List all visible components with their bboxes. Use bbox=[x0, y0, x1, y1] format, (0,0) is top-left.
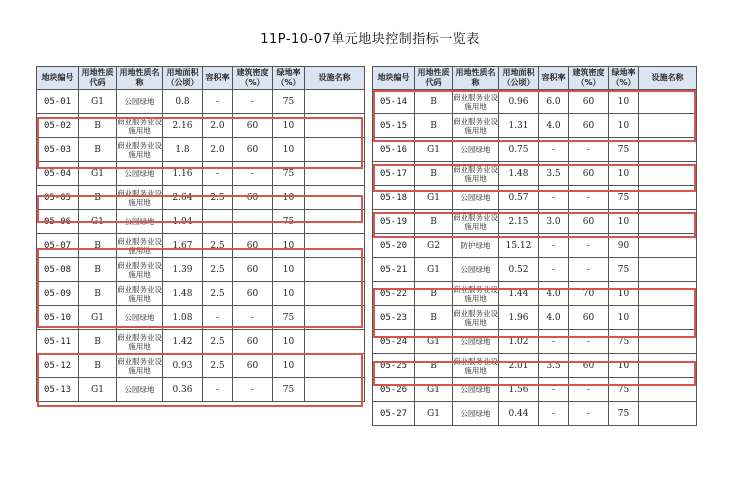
table-cell: - bbox=[203, 90, 233, 114]
table-cell: 商业服务业设施用地 bbox=[453, 162, 499, 186]
table-cell: - bbox=[203, 210, 233, 234]
page-title: 11P-10-07单元地块控制指标一览表 bbox=[260, 32, 480, 47]
table-cell: 公园绿地 bbox=[453, 138, 499, 162]
table-cell: 10 bbox=[609, 114, 639, 138]
table-cell: 1.42 bbox=[163, 330, 203, 354]
table-cell: 10 bbox=[609, 210, 639, 234]
table-cell: 10 bbox=[609, 90, 639, 114]
table-cell: 05-18 bbox=[373, 186, 415, 210]
table-cell: 60 bbox=[233, 114, 273, 138]
table-cell bbox=[305, 186, 365, 210]
table-cell: 05-03 bbox=[37, 138, 79, 162]
table-cell: 2.5 bbox=[203, 186, 233, 210]
table-cell: 商业服务业设施用地 bbox=[453, 306, 499, 330]
table-cell bbox=[639, 306, 697, 330]
table-cell: - bbox=[233, 378, 273, 402]
table-header-row bbox=[373, 67, 697, 90]
column-header: 用地性质代码 bbox=[415, 67, 453, 90]
table-cell: - bbox=[539, 402, 569, 426]
table-cell: - bbox=[233, 162, 273, 186]
table-cell: 6.0 bbox=[539, 90, 569, 114]
table-row bbox=[373, 162, 697, 186]
table-cell: 10 bbox=[609, 162, 639, 186]
table-cell: 75 bbox=[273, 162, 305, 186]
table-row bbox=[37, 162, 365, 186]
table-cell bbox=[639, 162, 697, 186]
table-cell bbox=[305, 354, 365, 378]
table-cell: 05-21 bbox=[373, 258, 415, 282]
table-cell: - bbox=[539, 186, 569, 210]
table-cell: - bbox=[539, 234, 569, 258]
table-cell: 0.44 bbox=[499, 402, 539, 426]
table-cell: 2.5 bbox=[203, 258, 233, 282]
table-cell: 15.12 bbox=[499, 234, 539, 258]
table-cell: 75 bbox=[609, 258, 639, 282]
table-cell bbox=[639, 114, 697, 138]
table-cell: 60 bbox=[233, 138, 273, 162]
table-cell: - bbox=[539, 378, 569, 402]
table-cell: 0.36 bbox=[163, 378, 203, 402]
table-cell: 60 bbox=[569, 90, 609, 114]
table-cell: 商业服务业设施用地 bbox=[453, 354, 499, 378]
table-cell: 75 bbox=[273, 210, 305, 234]
table-cell: 2.5 bbox=[203, 354, 233, 378]
table-row bbox=[37, 354, 365, 378]
table-row bbox=[37, 282, 365, 306]
table-cell: 1.67 bbox=[163, 234, 203, 258]
table-cell: 公园绿地 bbox=[117, 90, 163, 114]
table-cell: G1 bbox=[415, 186, 453, 210]
table-row bbox=[37, 186, 365, 210]
table-cell: 70 bbox=[569, 282, 609, 306]
table-cell: B bbox=[79, 282, 117, 306]
left-indicator-table bbox=[36, 66, 365, 402]
table-cell: - bbox=[569, 258, 609, 282]
table-cell bbox=[639, 186, 697, 210]
table-cell: - bbox=[569, 330, 609, 354]
table-cell: 1.8 bbox=[163, 138, 203, 162]
table-cell: 1.48 bbox=[499, 162, 539, 186]
table-row bbox=[373, 330, 697, 354]
table-cell: 0.52 bbox=[499, 258, 539, 282]
table-row bbox=[37, 234, 365, 258]
table-cell: 0.96 bbox=[499, 90, 539, 114]
table-header-row bbox=[37, 67, 365, 90]
table-cell: 公园绿地 bbox=[453, 402, 499, 426]
table-row bbox=[37, 378, 365, 402]
table-cell: 3.5 bbox=[539, 354, 569, 378]
table-cell: 75 bbox=[273, 378, 305, 402]
table-cell: 公园绿地 bbox=[453, 186, 499, 210]
table-cell: 商业服务业设施用地 bbox=[453, 282, 499, 306]
table-cell bbox=[305, 114, 365, 138]
table-row bbox=[373, 138, 697, 162]
table-cell bbox=[639, 402, 697, 426]
table-cell: 3.0 bbox=[539, 210, 569, 234]
table-cell: B bbox=[79, 234, 117, 258]
table-cell: 商业服务业设施用地 bbox=[117, 258, 163, 282]
table-cell: 05-15 bbox=[373, 114, 415, 138]
table-cell: 4.0 bbox=[539, 306, 569, 330]
table-cell: 商业服务业设施用地 bbox=[453, 114, 499, 138]
table-cell: 2.01 bbox=[499, 354, 539, 378]
table-cell: 60 bbox=[233, 282, 273, 306]
table-cell: 60 bbox=[569, 306, 609, 330]
table-row bbox=[373, 258, 697, 282]
table-cell: 60 bbox=[569, 162, 609, 186]
table-cell: 3.5 bbox=[539, 162, 569, 186]
table-cell: 10 bbox=[273, 138, 305, 162]
table-cell bbox=[639, 258, 697, 282]
column-header: 用地性质代码 bbox=[79, 67, 117, 90]
table-cell: 60 bbox=[569, 354, 609, 378]
table-cell bbox=[305, 258, 365, 282]
table-cell: 公园绿地 bbox=[117, 306, 163, 330]
table-row bbox=[373, 354, 697, 378]
table-cell: - bbox=[233, 210, 273, 234]
column-header: 绿地率（%） bbox=[273, 67, 305, 90]
table-cell: 60 bbox=[569, 210, 609, 234]
table-cell: 05-05 bbox=[37, 186, 79, 210]
table-cell: - bbox=[569, 138, 609, 162]
table-row bbox=[37, 138, 365, 162]
table-cell: 4.0 bbox=[539, 114, 569, 138]
table-cell: 2.15 bbox=[499, 210, 539, 234]
table-cell: 05-14 bbox=[373, 90, 415, 114]
table-cell: G1 bbox=[415, 402, 453, 426]
table-cell: B bbox=[79, 114, 117, 138]
table-row bbox=[373, 210, 697, 234]
table-cell: 10 bbox=[273, 282, 305, 306]
table-cell: B bbox=[79, 330, 117, 354]
table-cell: 75 bbox=[609, 402, 639, 426]
table-cell: B bbox=[79, 354, 117, 378]
table-cell bbox=[305, 90, 365, 114]
table-cell: 05-01 bbox=[37, 90, 79, 114]
table-cell: 2.64 bbox=[163, 186, 203, 210]
table-row bbox=[373, 282, 697, 306]
table-cell: 1.08 bbox=[163, 306, 203, 330]
table-cell: 75 bbox=[273, 306, 305, 330]
table-cell: 60 bbox=[233, 186, 273, 210]
column-header: 设施名称 bbox=[639, 67, 697, 90]
table-cell: 05-17 bbox=[373, 162, 415, 186]
table-row bbox=[373, 378, 697, 402]
table-cell: 1.39 bbox=[163, 258, 203, 282]
table-cell: 05-11 bbox=[37, 330, 79, 354]
table-row bbox=[37, 330, 365, 354]
table-cell: 1.96 bbox=[499, 306, 539, 330]
table-cell: 05-26 bbox=[373, 378, 415, 402]
table-cell: 60 bbox=[233, 234, 273, 258]
table-cell: 商业服务业设施用地 bbox=[117, 330, 163, 354]
table-cell: 05-24 bbox=[373, 330, 415, 354]
table-cell: 10 bbox=[273, 258, 305, 282]
table-cell: 60 bbox=[233, 330, 273, 354]
table-cell: - bbox=[203, 378, 233, 402]
table-cell: 05-22 bbox=[373, 282, 415, 306]
table-cell: G1 bbox=[415, 330, 453, 354]
table-cell: 75 bbox=[609, 330, 639, 354]
table-cell: 商业服务业设施用地 bbox=[453, 90, 499, 114]
table-cell: B bbox=[415, 162, 453, 186]
table-cell: 0.93 bbox=[163, 354, 203, 378]
table-cell bbox=[639, 282, 697, 306]
table-cell: 2.0 bbox=[203, 114, 233, 138]
table-cell: 公园绿地 bbox=[453, 258, 499, 282]
table-cell bbox=[639, 210, 697, 234]
table-cell bbox=[639, 234, 697, 258]
table-cell: G1 bbox=[79, 162, 117, 186]
table-cell bbox=[305, 282, 365, 306]
table-cell: 10 bbox=[273, 354, 305, 378]
column-header: 绿地率（%） bbox=[609, 67, 639, 90]
table-cell: G1 bbox=[415, 378, 453, 402]
table-cell: G1 bbox=[415, 138, 453, 162]
table-cell bbox=[639, 354, 697, 378]
right-indicator-table bbox=[372, 66, 697, 426]
table-cell: B bbox=[79, 186, 117, 210]
table-cell: - bbox=[569, 378, 609, 402]
table-cell: 0.8 bbox=[163, 90, 203, 114]
table-cell: 2.5 bbox=[203, 330, 233, 354]
table-cell bbox=[305, 306, 365, 330]
table-cell: 60 bbox=[233, 354, 273, 378]
table-cell: 2.5 bbox=[203, 282, 233, 306]
table-cell: 商业服务业设施用地 bbox=[117, 234, 163, 258]
table-cell: 05-23 bbox=[373, 306, 415, 330]
table-cell: 2.5 bbox=[203, 234, 233, 258]
table-cell: 公园绿地 bbox=[453, 330, 499, 354]
table-cell: 05-13 bbox=[37, 378, 79, 402]
table-cell: - bbox=[233, 90, 273, 114]
table-cell: 10 bbox=[273, 330, 305, 354]
column-header: 地块编号 bbox=[373, 67, 415, 90]
table-cell: 10 bbox=[609, 354, 639, 378]
table-row bbox=[373, 234, 697, 258]
table-cell bbox=[639, 330, 697, 354]
table-cell: 公园绿地 bbox=[453, 378, 499, 402]
table-cell: 商业服务业设施用地 bbox=[117, 138, 163, 162]
table-cell: B bbox=[415, 114, 453, 138]
table-cell: 75 bbox=[609, 378, 639, 402]
column-header: 地块编号 bbox=[37, 67, 79, 90]
table-cell: 05-06 bbox=[37, 210, 79, 234]
column-header: 用地面积（公顷） bbox=[499, 67, 539, 90]
table-cell: B bbox=[415, 354, 453, 378]
column-header: 建筑密度（%） bbox=[233, 67, 273, 90]
table-row bbox=[373, 306, 697, 330]
table-cell: B bbox=[415, 210, 453, 234]
table-cell: - bbox=[539, 330, 569, 354]
table-cell: 90 bbox=[609, 234, 639, 258]
table-cell: - bbox=[539, 258, 569, 282]
table-cell: 公园绿地 bbox=[117, 210, 163, 234]
table-cell bbox=[639, 90, 697, 114]
table-cell: 10 bbox=[273, 186, 305, 210]
table-cell: 1.48 bbox=[163, 282, 203, 306]
table-cell: - bbox=[203, 162, 233, 186]
table-cell: 05-25 bbox=[373, 354, 415, 378]
table-cell: 1.31 bbox=[499, 114, 539, 138]
table-cell bbox=[305, 378, 365, 402]
table-cell: - bbox=[569, 186, 609, 210]
table-cell: G1 bbox=[79, 210, 117, 234]
table-cell: 1.56 bbox=[499, 378, 539, 402]
table-cell: - bbox=[569, 234, 609, 258]
table-row bbox=[37, 90, 365, 114]
table-cell bbox=[305, 234, 365, 258]
table-cell: 商业服务业设施用地 bbox=[117, 282, 163, 306]
table-cell: 05-10 bbox=[37, 306, 79, 330]
table-cell bbox=[305, 138, 365, 162]
table-cell: 05-09 bbox=[37, 282, 79, 306]
table-cell: 10 bbox=[273, 234, 305, 258]
table-cell: 0.57 bbox=[499, 186, 539, 210]
table-cell: 2.0 bbox=[203, 138, 233, 162]
column-header: 容积率 bbox=[539, 67, 569, 90]
table-cell: B bbox=[415, 306, 453, 330]
table-row bbox=[373, 186, 697, 210]
table-cell: B bbox=[79, 138, 117, 162]
table-cell: G1 bbox=[79, 90, 117, 114]
table-cell: 05-02 bbox=[37, 114, 79, 138]
table-row bbox=[373, 114, 697, 138]
table-row bbox=[37, 210, 365, 234]
table-cell: - bbox=[539, 138, 569, 162]
table-cell: 2.16 bbox=[163, 114, 203, 138]
table-cell: 10 bbox=[609, 282, 639, 306]
table-cell: 05-16 bbox=[373, 138, 415, 162]
table-cell: B bbox=[415, 282, 453, 306]
table-cell: 商业服务业设施用地 bbox=[453, 210, 499, 234]
table-cell: B bbox=[79, 258, 117, 282]
table-cell: 60 bbox=[233, 258, 273, 282]
table-cell: 公园绿地 bbox=[117, 378, 163, 402]
table-cell: G2 bbox=[415, 234, 453, 258]
column-header: 容积率 bbox=[203, 67, 233, 90]
table-cell: 60 bbox=[569, 114, 609, 138]
table-cell: 0.75 bbox=[499, 138, 539, 162]
column-header: 用地面积（公顷） bbox=[163, 67, 203, 90]
table-cell: 75 bbox=[609, 138, 639, 162]
table-cell bbox=[305, 162, 365, 186]
table-cell: 05-27 bbox=[373, 402, 415, 426]
column-header: 用地性质名称 bbox=[453, 67, 499, 90]
table-cell: 05-19 bbox=[373, 210, 415, 234]
table-cell: G1 bbox=[415, 258, 453, 282]
table-cell: G1 bbox=[79, 378, 117, 402]
table-cell: - bbox=[569, 402, 609, 426]
table-cell: 05-12 bbox=[37, 354, 79, 378]
table-row bbox=[37, 258, 365, 282]
table-cell: 1.04 bbox=[163, 210, 203, 234]
table-cell: 05-20 bbox=[373, 234, 415, 258]
column-header: 设施名称 bbox=[305, 67, 365, 90]
table-row bbox=[373, 402, 697, 426]
table-cell: 1.02 bbox=[499, 330, 539, 354]
table-row bbox=[373, 90, 697, 114]
table-cell: 商业服务业设施用地 bbox=[117, 354, 163, 378]
table-cell: 1.44 bbox=[499, 282, 539, 306]
table-cell: 10 bbox=[609, 306, 639, 330]
table-cell: 75 bbox=[609, 186, 639, 210]
table-cell: - bbox=[233, 306, 273, 330]
table-cell: 4.0 bbox=[539, 282, 569, 306]
table-cell: 05-04 bbox=[37, 162, 79, 186]
table-cell bbox=[305, 330, 365, 354]
table-cell: 75 bbox=[273, 90, 305, 114]
table-cell: 防护绿地 bbox=[453, 234, 499, 258]
column-header: 建筑密度（%） bbox=[569, 67, 609, 90]
table-cell bbox=[639, 138, 697, 162]
table-row bbox=[37, 306, 365, 330]
table-cell: 05-07 bbox=[37, 234, 79, 258]
table-row bbox=[37, 114, 365, 138]
table-cell bbox=[305, 210, 365, 234]
table-cell: 商业服务业设施用地 bbox=[117, 114, 163, 138]
table-cell: G1 bbox=[79, 306, 117, 330]
table-cell bbox=[639, 378, 697, 402]
column-header: 用地性质名称 bbox=[117, 67, 163, 90]
table-cell: B bbox=[415, 90, 453, 114]
table-cell: - bbox=[203, 306, 233, 330]
table-cell: 05-08 bbox=[37, 258, 79, 282]
table-cell: 公园绿地 bbox=[117, 162, 163, 186]
table-cell: 1.16 bbox=[163, 162, 203, 186]
table-cell: 商业服务业设施用地 bbox=[117, 186, 163, 210]
table-cell: 10 bbox=[273, 114, 305, 138]
